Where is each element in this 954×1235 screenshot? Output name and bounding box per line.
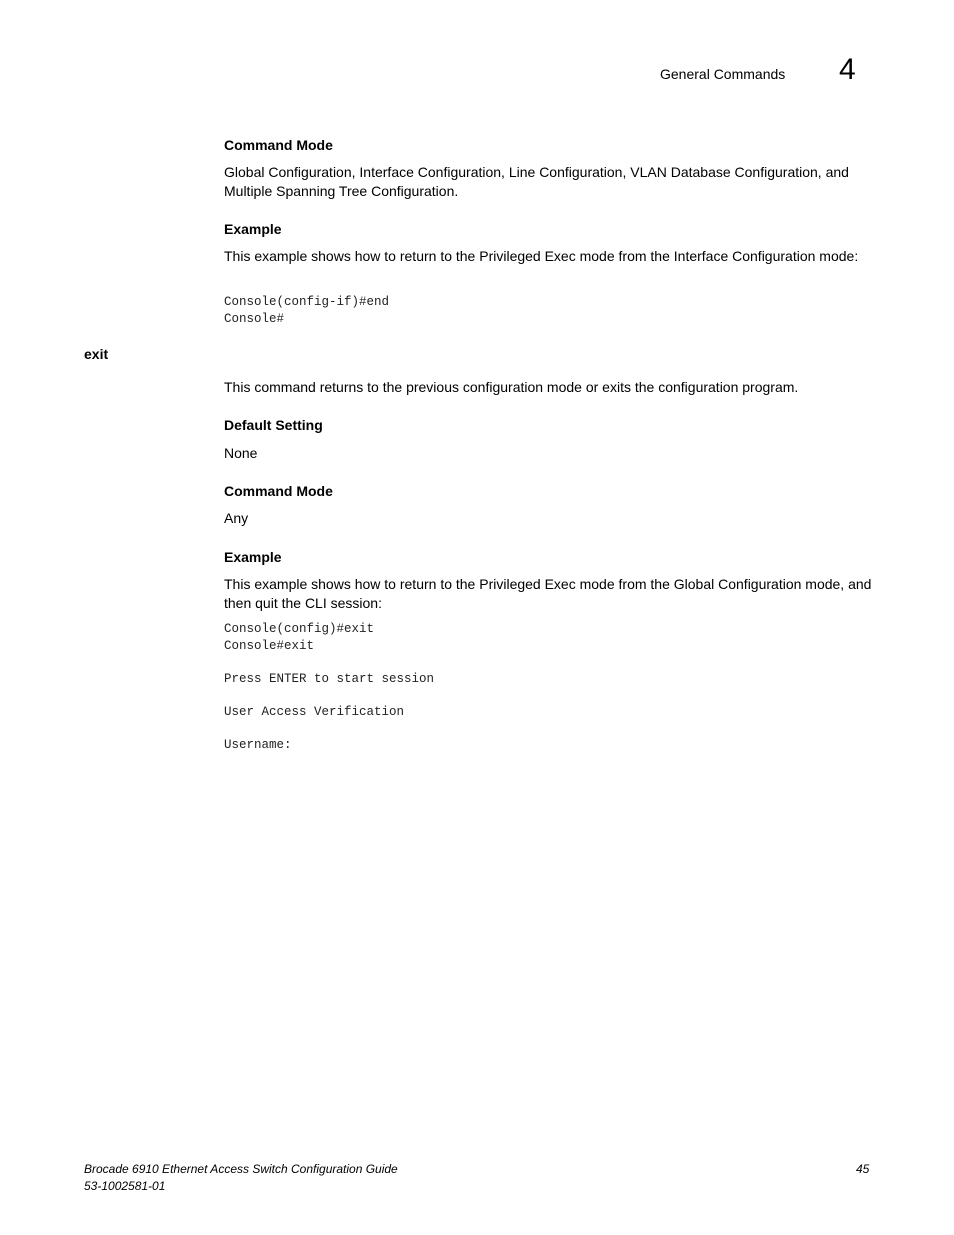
footer-doc-title: Brocade 6910 Ethernet Access Switch Configuration Guide bbox=[84, 1162, 398, 1176]
example-text: This example shows how to return to the Privileged Exec mode from the Global Configuration mode, and then quit the CLI session: bbox=[224, 576, 872, 611]
command-mode-text: Any bbox=[224, 510, 249, 526]
header-section-title: General Commands bbox=[660, 66, 786, 82]
default-setting-heading: Default Setting bbox=[224, 417, 323, 433]
footer-page-number: 45 bbox=[856, 1162, 870, 1176]
command-mode-heading: Command Mode bbox=[224, 137, 333, 153]
example-code-block: Console(config)#exit Console#exit Press ENTER to start session User Access Verification Username: bbox=[224, 622, 435, 752]
exit-description: This command returns to the previous configuration mode or exits the configuration program. bbox=[224, 379, 799, 395]
footer-doc-number: 53-1002581-01 bbox=[84, 1179, 166, 1193]
default-setting-text: None bbox=[224, 445, 258, 461]
example-heading: Example bbox=[224, 549, 282, 565]
example-code-block: Console(config-if)#end Console# bbox=[224, 295, 390, 326]
example-heading: Example bbox=[224, 221, 282, 237]
command-name-exit: exit bbox=[84, 346, 109, 362]
example-text: This example shows how to return to the Privileged Exec mode from the Interface Configuration mode: bbox=[224, 248, 859, 264]
chapter-number: 4 bbox=[839, 53, 856, 86]
command-mode-text: Global Configuration, Interface Configuration, Line Configuration, VLAN Database Configuration, and Multiple Spanning Tree Configuration. bbox=[224, 164, 849, 199]
command-mode-heading: Command Mode bbox=[224, 483, 333, 499]
